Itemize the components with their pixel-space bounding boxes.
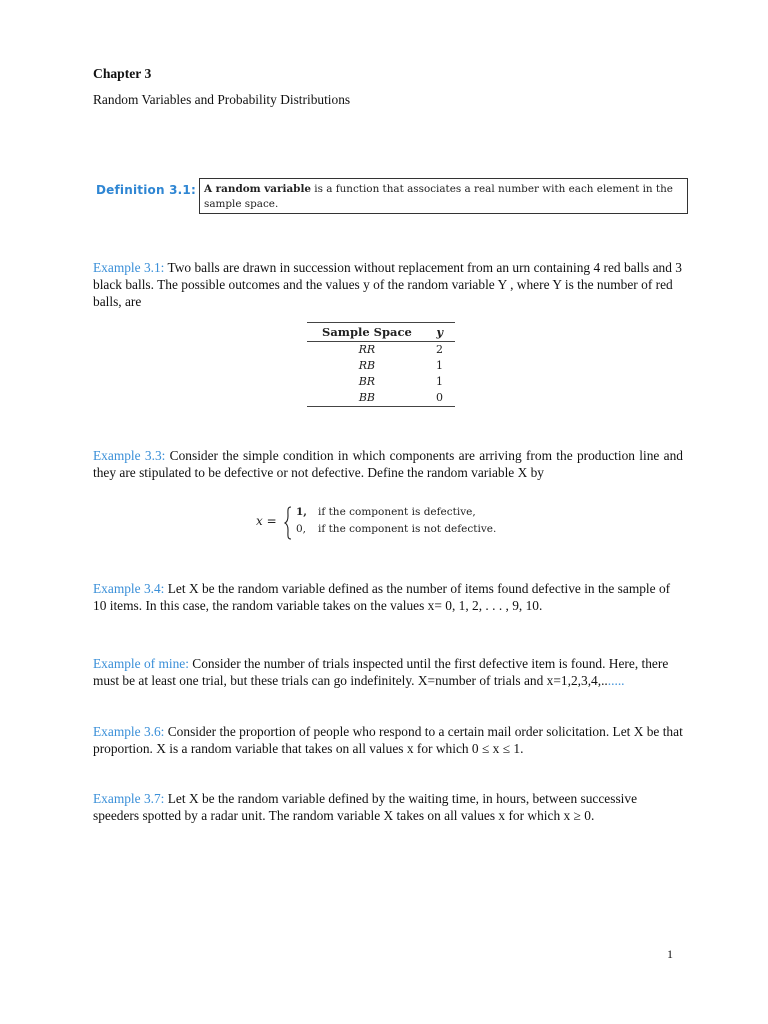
table-cell-outcome: BR xyxy=(358,375,376,388)
example-3-7-text: Let X be the random variable defined by the waiting time, in hours, between successive speeders spotted by a radar unit. The random variable X takes on all values x for which x ≥ 0. xyxy=(93,791,638,823)
example-3-7 xyxy=(93,790,683,824)
example-of-mine xyxy=(93,655,683,689)
example-3-1-text: Two balls are drawn in succession without replacement from an urn containing 4 red balls and 3 black balls. The possible outcomes and the values y of the random variable Y , where Y is the number of red balls, are xyxy=(93,260,682,309)
table-row xyxy=(307,390,455,407)
example-3-6 xyxy=(93,723,683,757)
example-3-7-label: Example 3.7: xyxy=(93,791,165,806)
table-header-row xyxy=(307,323,455,342)
formula-case-2-value: 0, xyxy=(296,523,307,535)
formula-case-2 xyxy=(296,523,496,535)
sample-space-table xyxy=(307,322,455,407)
example-3-1 xyxy=(93,259,683,310)
table-cell-y: 1 xyxy=(436,359,443,372)
definition-term: A random variable xyxy=(204,183,311,195)
example-3-4-text: Let X be the random variable defined as the number of items found defective in the sample of 10 items. In this case, the random variable takes on the values x= 0, 1, 2, . . . , 9, 10. xyxy=(93,581,671,613)
chapter-heading: Chapter 3 xyxy=(93,66,152,81)
chapter-subtitle: Random Variables and Probability Distributions xyxy=(93,92,351,107)
example-3-4-label: Example 3.4: xyxy=(93,581,165,596)
definition-text: is a function that associates a real number with each element in the sample space. xyxy=(204,183,673,210)
page-number: 1 xyxy=(667,947,673,961)
example-of-mine-label: Example of mine: xyxy=(93,656,189,671)
example-3-3-label: Example 3.3: xyxy=(93,448,166,463)
formula-case-1-value: 1, xyxy=(296,506,307,518)
table-header-y: y xyxy=(427,323,455,342)
example-3-3-text: Consider the simple condition in which components are arriving from the production line and they are stipulated to be defective or not defective. Define the random variable X by xyxy=(93,448,683,480)
formula-case-1-condition: if the component is defective, xyxy=(318,506,476,518)
table-cell-y: 1 xyxy=(436,375,443,388)
table-cell-outcome: RR xyxy=(358,343,376,356)
example-3-6-label: Example 3.6: xyxy=(93,724,165,739)
table-cell-y: 0 xyxy=(427,390,455,407)
definition-label: Definition 3.1: xyxy=(96,183,196,197)
piecewise-formula xyxy=(256,505,556,541)
example-3-1-label: Example 3.1: xyxy=(93,260,165,275)
table-header-sample-space: Sample Space xyxy=(307,323,427,342)
example-3-6-text: Consider the proportion of people who respond to a certain mail order solicitation. Let X be that proportion. X is a random variable that takes on all values x for which 0 ≤ x ≤ 1. xyxy=(93,724,683,756)
table-row xyxy=(307,358,455,374)
example-3-4 xyxy=(93,580,683,614)
table-cell-y: 2 xyxy=(436,343,443,356)
left-brace-icon xyxy=(284,506,292,540)
table-cell-outcome: RB xyxy=(358,359,376,372)
formula-case-2-condition: if the component is not defective. xyxy=(318,523,497,535)
definition-box xyxy=(93,178,698,220)
table-row xyxy=(307,342,455,359)
table-cell-outcome: BB xyxy=(307,390,427,407)
table-row xyxy=(307,374,455,390)
example-3-3 xyxy=(93,447,683,481)
formula-case-1 xyxy=(296,506,476,518)
definition-content xyxy=(199,178,688,214)
example-of-mine-ellipsis: ..... xyxy=(607,673,625,688)
formula-lhs: x = xyxy=(256,514,277,528)
example-of-mine-text: Consider the number of trials inspected until the first defective item is found. Here, there must be at least one trial, but these trials can go indefinitely. X=number of trials and x=1,2,3,4,.. xyxy=(93,656,669,688)
